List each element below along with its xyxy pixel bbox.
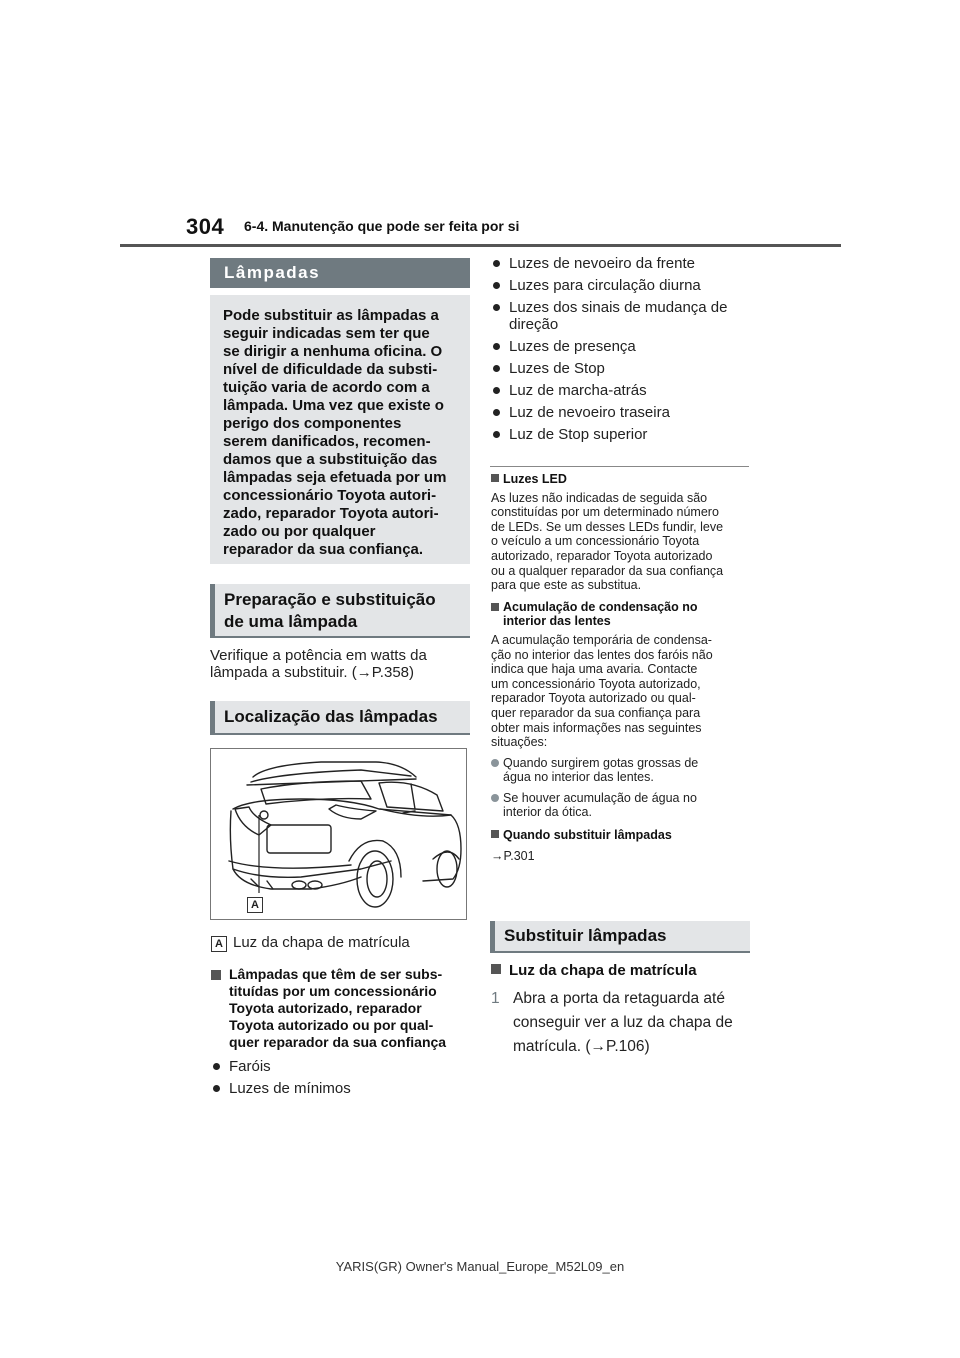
text-line: A acumulação temporária de condensa-	[491, 632, 712, 647]
heading-line: interior das lentes	[503, 614, 611, 629]
text-line: Se houver acumulação de água no	[503, 790, 697, 805]
notes	[491, 472, 753, 863]
intro-line: Pode substituir as lâmpadas a	[223, 307, 439, 324]
step-number: 1	[491, 990, 500, 1007]
intro-line: serem danificados, recomen-	[223, 433, 431, 450]
list-item-label: Luzes de nevoeiro da frente	[509, 255, 695, 272]
text-line: o veículo a um concessionário Toyota	[491, 534, 700, 549]
dealer-heading-line: Toyota autorizado, reparador	[229, 1000, 422, 1016]
notes-divider	[490, 466, 749, 467]
list-item-label: Luzes de mínimos	[229, 1080, 351, 1097]
intro-line: nível de dificuldade da substi-	[223, 361, 438, 378]
intro-line: damos que a substituição das	[223, 451, 438, 468]
condensation-heading	[491, 600, 753, 629]
text-line: quer reparador da sua confiança para	[491, 705, 701, 720]
bullet-dot	[493, 409, 500, 416]
section-title-location: Localização das lâmpadas	[210, 701, 470, 735]
led-heading-text: Luzes LED	[503, 472, 567, 486]
bullet-dot	[493, 365, 500, 372]
dealer-heading-line: quer reparador da sua confiança	[229, 1034, 447, 1050]
text-line: para que este as substitua.	[491, 578, 642, 593]
list-item	[491, 382, 751, 399]
prep-text-line: lâmpada a substituir. (→P.358)	[210, 664, 415, 681]
car-drawing	[211, 749, 466, 919]
plate-heading-text: Luz da chapa de matrícula	[509, 962, 697, 979]
section-title-replace: Substituir lâmpadas	[490, 921, 750, 953]
text-line: indica que haja uma avaria. Contacte	[491, 662, 698, 677]
led-paragraph	[491, 491, 753, 593]
page-reference-link[interactable]: →P.301	[491, 848, 535, 863]
text-line: autorizado, reparador Toyota autorizado	[491, 548, 713, 563]
section-title-line: Preparação e substituição	[224, 590, 436, 609]
dealer-heading	[211, 966, 446, 1051]
intro-line: perigo dos componentes	[223, 415, 402, 432]
list-item-label: Luz de Stop superior	[509, 426, 648, 443]
prep-text	[210, 647, 427, 681]
text-line: Quando surgirem gotas grossas de	[503, 755, 699, 770]
list-item-label: Luzes de presença	[509, 338, 636, 355]
text-line: As luzes não indicadas de seguida são	[491, 490, 708, 505]
list-item	[491, 277, 751, 294]
list-item	[491, 426, 751, 443]
step-line: conseguir ver a luz da chapa de	[513, 1014, 733, 1031]
list-item-label: Luz de nevoeiro traseira	[509, 404, 670, 421]
square-bullet	[491, 964, 501, 974]
condensation-paragraph	[491, 633, 753, 750]
intro-line: lâmpada. Uma vez que existe o	[223, 397, 444, 414]
bullet-dot	[213, 1085, 220, 1092]
bullet-dot	[491, 794, 499, 802]
intro-line: concessionário Toyota autori-	[223, 487, 437, 504]
text-line: de LEDs. Se um desses LEDs fundir, leve	[491, 519, 724, 534]
section-header: 6-4. Manutenção que pode ser feita por si	[244, 218, 520, 234]
figure-legend	[211, 934, 410, 952]
text-line: obter mais informações nas seguintes	[491, 720, 702, 735]
step-line: matrícula. (→P.106)	[513, 1038, 650, 1055]
intro-line: zado ou por qualquer	[223, 523, 376, 540]
intro-line: se dirigir a nenhuma oficina. O	[223, 343, 443, 360]
bullet-dot	[493, 282, 500, 289]
dealer-list	[211, 1058, 461, 1102]
text-line: interior da ótica.	[503, 805, 592, 820]
header-divider	[120, 244, 841, 247]
list-item	[211, 1080, 461, 1102]
bulb-list	[491, 255, 751, 448]
step-1	[491, 987, 751, 1059]
legend-letter: A	[211, 936, 227, 952]
bullet-dot	[493, 260, 500, 267]
text-line: um concessionário Toyota autorizado,	[491, 676, 701, 691]
bullet-dot	[213, 1063, 220, 1070]
intro-line: lâmpadas seja efetuada por um	[223, 469, 447, 486]
list-item	[491, 791, 753, 820]
square-bullet	[491, 830, 499, 838]
bullet-dot	[493, 343, 500, 350]
list-item-label: Faróis	[229, 1058, 271, 1075]
text-line: situações:	[491, 735, 548, 750]
when-heading	[491, 828, 753, 843]
dealer-heading-line: Toyota autorizado ou por qual-	[229, 1017, 434, 1033]
car-rear-illustration	[210, 748, 467, 920]
page-number: 304	[186, 214, 225, 239]
list-item-label: Luzes de Stop	[509, 360, 605, 377]
intro-line: zado, reparador Toyota autori-	[223, 505, 439, 522]
intro-line: tuição varia de acordo com a	[223, 379, 430, 396]
list-item	[491, 338, 751, 355]
text-line: constituídas por um determinado número	[491, 505, 719, 520]
callout-a: A	[247, 897, 263, 913]
intro-line: seguir indicadas sem ter que	[223, 325, 430, 342]
list-item-label: Luzes dos sinais de mudança de	[509, 299, 728, 316]
legend-text: Luz da chapa de matrícula	[233, 934, 410, 951]
dealer-heading-line: Lâmpadas que têm de ser subs-	[229, 966, 443, 982]
text-line: ou a qualquer reparador da sua confiança	[491, 563, 724, 578]
intro-box	[210, 295, 470, 564]
led-heading	[491, 472, 753, 487]
text-line: ção no interior das lentes dos faróis não	[491, 647, 713, 662]
bullet-dot	[493, 304, 500, 311]
bullet-dot	[493, 387, 500, 394]
section-title-line: de uma lâmpada	[224, 612, 358, 631]
text-line: água no interior das lentes.	[503, 770, 654, 785]
heading-line: Acumulação de condensação no	[503, 599, 698, 614]
square-bullet	[491, 474, 499, 482]
list-item	[491, 404, 751, 421]
section-title-preparation	[210, 584, 470, 638]
list-item	[491, 255, 751, 272]
list-item-label: Luz de marcha-atrás	[509, 382, 647, 399]
list-item	[491, 299, 751, 333]
dealer-heading-line: tituídas por um concessionário	[229, 983, 437, 999]
square-bullet	[491, 603, 499, 611]
text-line: reparador Toyota autorizado ou qual-	[491, 691, 696, 706]
page-title: Lâmpadas	[210, 258, 470, 288]
intro-line: reparador da sua confiança.	[223, 541, 424, 558]
square-bullet	[211, 970, 221, 980]
list-item-label: Luzes para circulação diurna	[509, 277, 701, 294]
when-heading-text: Quando substituir lâmpadas	[503, 828, 672, 843]
prep-text-line: Verifique a potência em watts da	[210, 647, 427, 664]
footer-text: YARIS(GR) Owner's Manual_Europe_M52L09_en	[335, 1259, 625, 1274]
list-item-label-cont: direção	[509, 316, 559, 333]
list-item	[491, 756, 753, 785]
list-item	[211, 1058, 461, 1080]
bullet-dot	[491, 759, 499, 767]
bullet-dot	[493, 431, 500, 438]
step-line: Abra a porta da retaguarda até	[513, 990, 725, 1007]
plate-heading	[491, 962, 697, 979]
list-item	[491, 360, 751, 377]
